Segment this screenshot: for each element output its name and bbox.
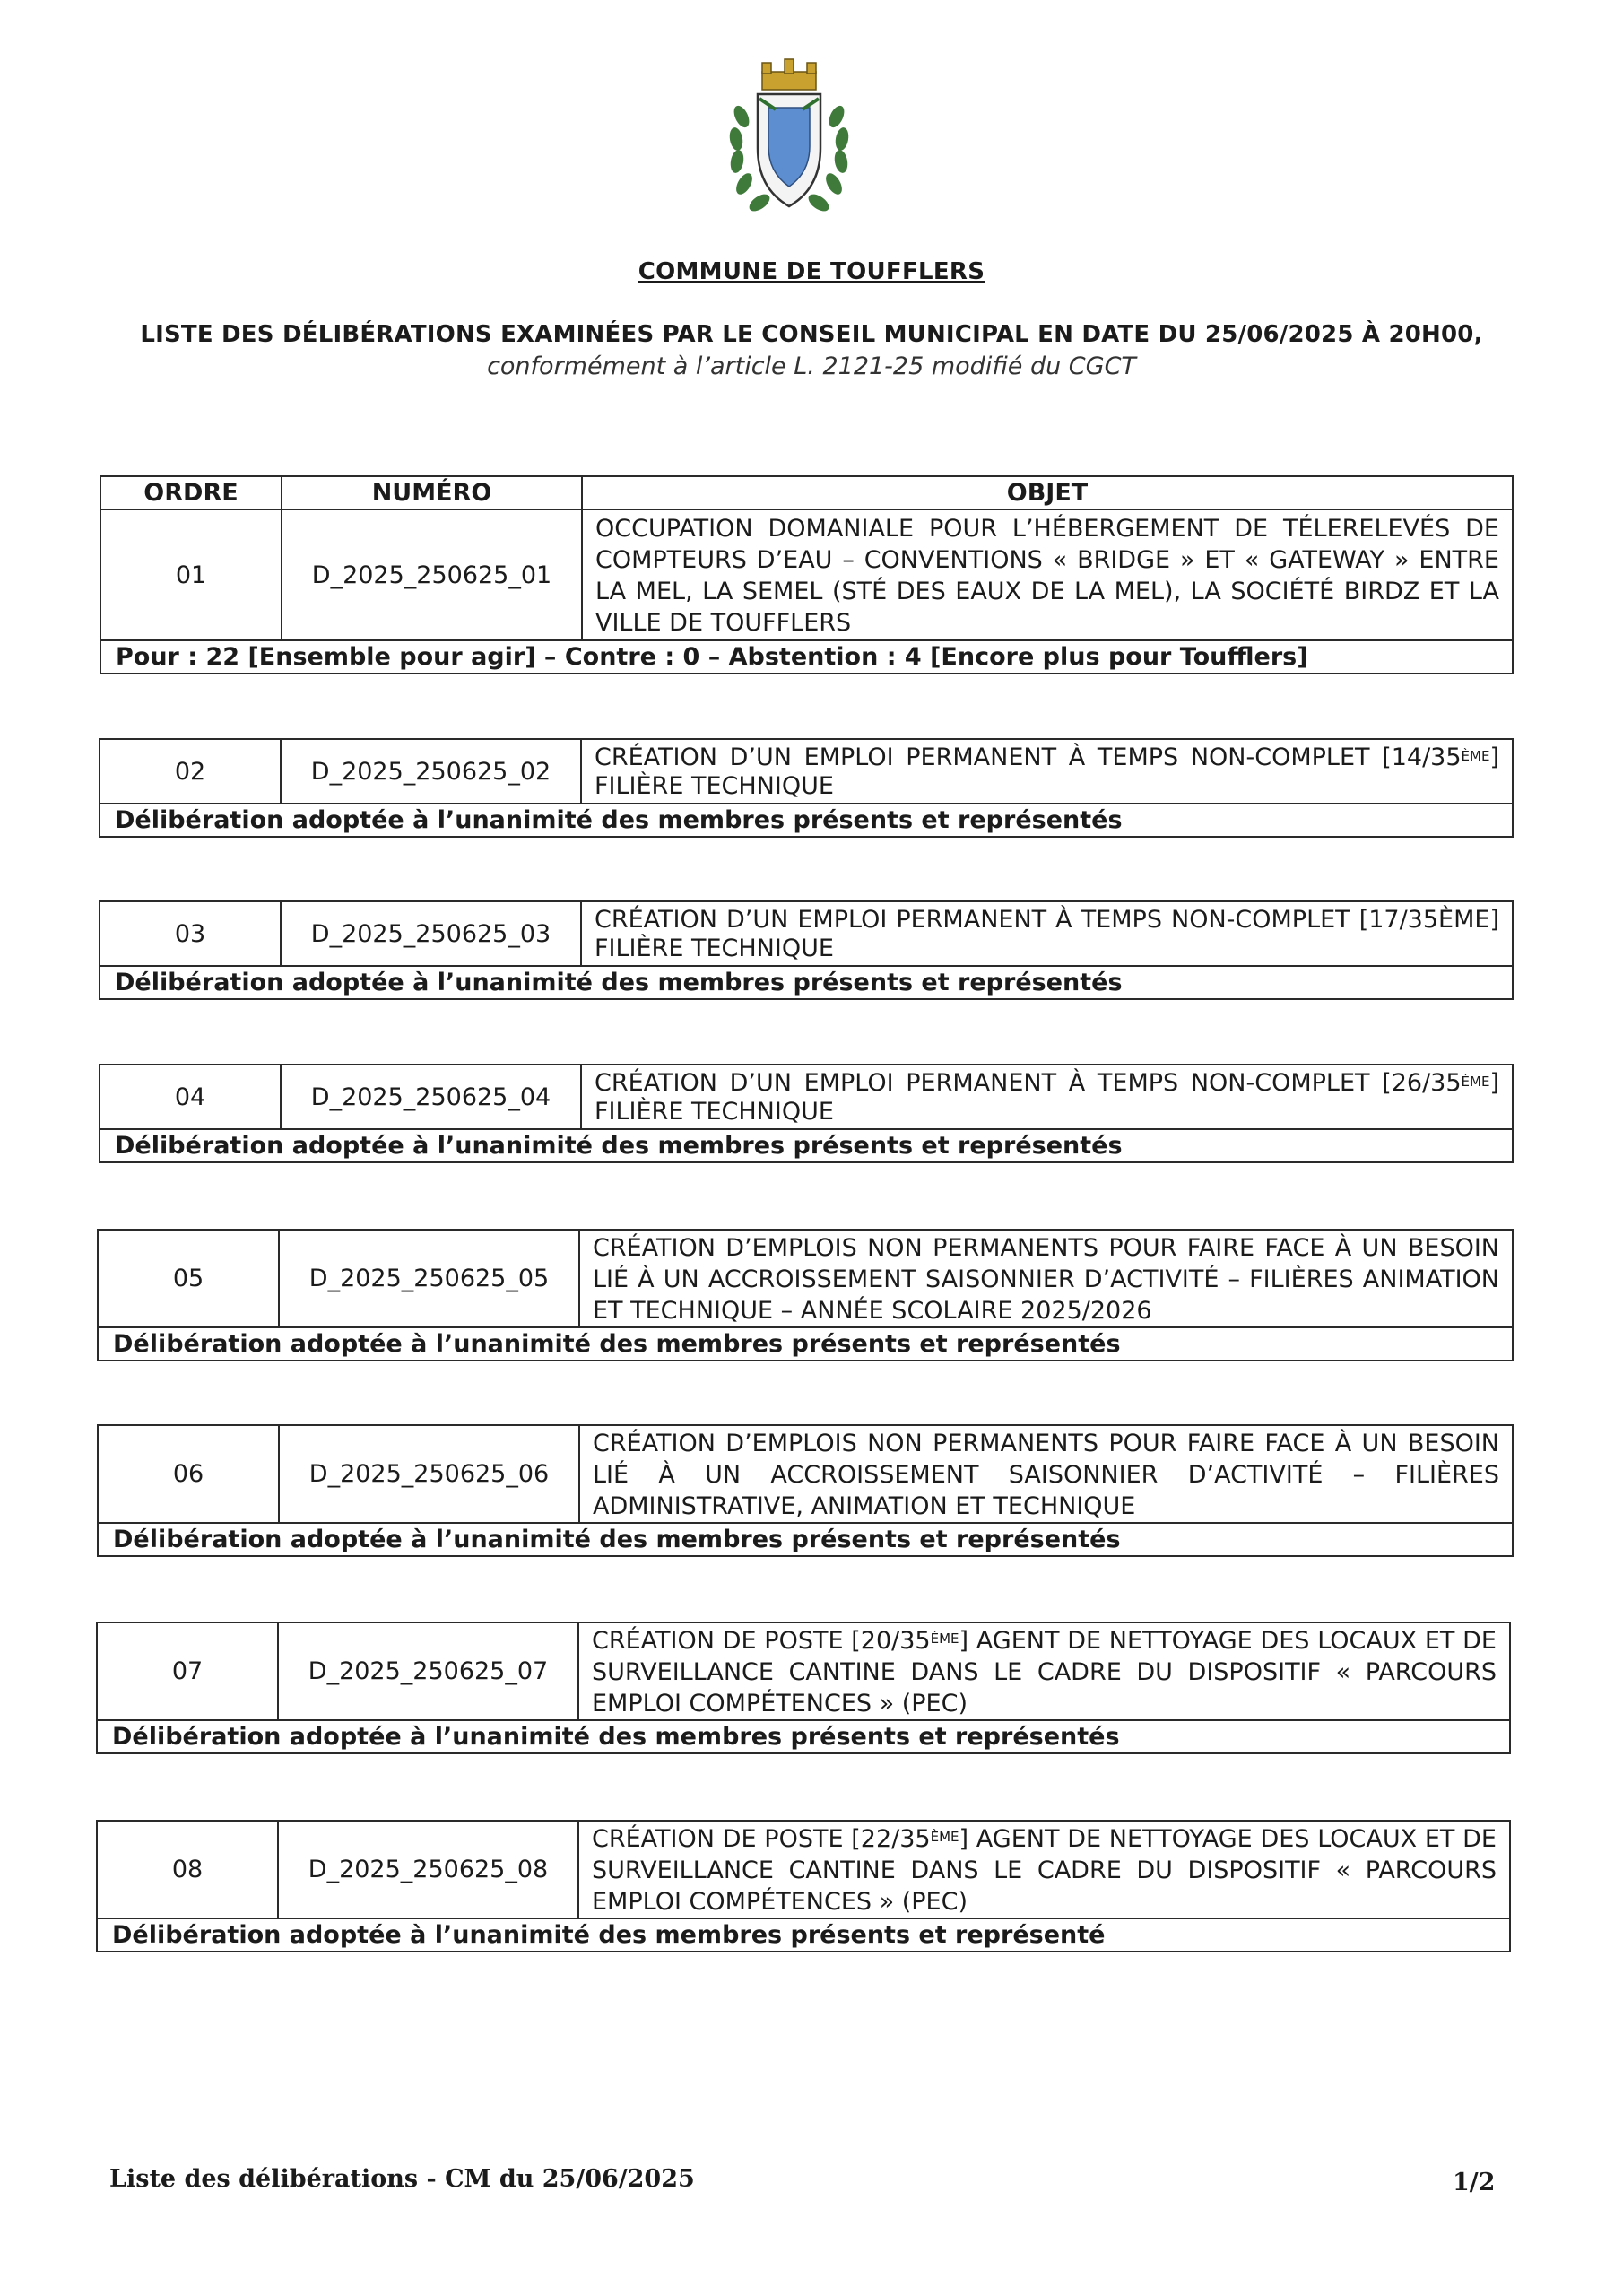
vote-result: Pour : 22 [Ensemble pour agir] – Contre : 0 – Abstention : 4 [Encore plus pour Toufflers]: [100, 640, 1513, 674]
objet-cell: CRÉATION D’UN EMPLOI PERMANENT À TEMPS NON-COMPLET [26/35ÈME] FILIÈRE TECHNIQUE: [581, 1065, 1513, 1129]
vote-result: Délibération adoptée à l’unanimité des membres présents et représentés: [100, 966, 1513, 999]
vote-result: Délibération adoptée à l’unanimité des membres présents et représentés: [98, 1327, 1513, 1361]
ordre-cell: 06: [98, 1425, 279, 1523]
objet-cell: CRÉATION DE POSTE [20/35ÈME] AGENT DE NETTOYAGE DES LOCAUX ET DE SURVEILLANCE CANTINE DANS LE CADRE DU DISPOSITIF « PARCOURS EMPLOI COMPÉTENCES » (PEC): [578, 1622, 1510, 1720]
commune-title: COMMUNE DE TOUFFLERS: [638, 258, 985, 285]
deliberation-table-07: [96, 1622, 1511, 1754]
deliberation-table-03: [99, 900, 1514, 1000]
numero-cell: D_2025_250625_07: [278, 1622, 578, 1720]
deliberation-table-02: [99, 738, 1514, 838]
deliberation-table-06: [97, 1424, 1514, 1557]
deliberation-table-08: [96, 1820, 1511, 1952]
vote-result: Délibération adoptée à l’unanimité des membres présents et représentés: [97, 1720, 1510, 1753]
ordre-cell: 01: [100, 509, 282, 640]
ordre-cell: 07: [97, 1622, 278, 1720]
numero-cell: D_2025_250625_05: [279, 1230, 579, 1327]
numero-cell: D_2025_250625_08: [278, 1821, 578, 1918]
document-subheading: conformément à l’article L. 2121-25 modifié du CGCT: [487, 352, 1136, 380]
ordre-cell: 08: [97, 1821, 278, 1918]
column-header-ordre: ORDRE: [100, 476, 282, 509]
ordre-cell: 05: [98, 1230, 279, 1327]
objet-cell: OCCUPATION DOMANIALE POUR L’HÉBERGEMENT DE TÉLERELEVÉS DE COMPTEURS D’EAU – CONVENTIONS « BRIDGE » ET « GATEWAY » ENTRE LA MEL, LA SEMEL (STÉ DES EAUX DE LA MEL), LA SOCIÉTÉ BIRDZ ET LA VILLE DE TOUFFLERS: [582, 509, 1513, 640]
column-header-numero: NUMÉRO: [282, 476, 582, 509]
objet-cell: CRÉATION D’EMPLOIS NON PERMANENTS POUR FAIRE FACE À UN BESOIN LIÉ À UN ACCROISSEMENT SAISONNIER D’ACTIVITÉ – FILIÈRES ADMINISTRATIVE, ANIMATION ET TECHNIQUE: [579, 1425, 1513, 1523]
deliberation-table-05: [97, 1229, 1514, 1361]
vote-result: Délibération adoptée à l’unanimité des membres présents et représentés: [100, 1129, 1513, 1162]
ordre-cell: 02: [100, 739, 281, 804]
numero-cell: D_2025_250625_06: [279, 1425, 579, 1523]
numero-cell: D_2025_250625_04: [281, 1065, 581, 1129]
ordre-cell: 03: [100, 901, 281, 966]
objet-cell: CRÉATION D’UN EMPLOI PERMANENT À TEMPS NON-COMPLET [14/35ÈME] FILIÈRE TECHNIQUE: [581, 739, 1513, 804]
numero-cell: D_2025_250625_01: [282, 509, 582, 640]
footer-document-label: Liste des délibérations - CM du 25/06/2025: [109, 2165, 695, 2193]
vote-result: Délibération adoptée à l’unanimité des membres présents et représentés: [98, 1523, 1513, 1556]
deliberation-table-04: [99, 1064, 1514, 1163]
ordre-cell: 04: [100, 1065, 281, 1129]
coat-of-arms-icon: [713, 54, 865, 233]
numero-cell: D_2025_250625_03: [281, 901, 581, 966]
objet-cell: CRÉATION D’EMPLOIS NON PERMANENTS POUR FAIRE FACE À UN BESOIN LIÉ À UN ACCROISSEMENT SAISONNIER D’ACTIVITÉ – FILIÈRES ANIMATION ET TECHNIQUE – ANNÉE SCOLAIRE 2025/2026: [579, 1230, 1513, 1327]
objet-cell: CRÉATION DE POSTE [22/35ÈME] AGENT DE NETTOYAGE DES LOCAUX ET DE SURVEILLANCE CANTINE DANS LE CADRE DU DISPOSITIF « PARCOURS EMPLOI COMPÉTENCES » (PEC): [578, 1821, 1510, 1918]
page-number: 1/2: [1453, 2169, 1496, 2196]
column-header-objet: OBJET: [582, 476, 1513, 509]
numero-cell: D_2025_250625_02: [281, 739, 581, 804]
vote-result: Délibération adoptée à l’unanimité des membres présents et représenté: [97, 1918, 1510, 1952]
vote-result: Délibération adoptée à l’unanimité des membres présents et représentés: [100, 804, 1513, 837]
deliberation-table-01: [100, 475, 1514, 674]
document-heading: LISTE DES DÉLIBÉRATIONS EXAMINÉES PAR LE CONSEIL MUNICIPAL EN DATE DU 25/06/2025 À 20H00,: [140, 321, 1483, 348]
objet-cell: CRÉATION D’UN EMPLOI PERMANENT À TEMPS NON-COMPLET [17/35ÈME] FILIÈRE TECHNIQUE: [581, 901, 1513, 966]
